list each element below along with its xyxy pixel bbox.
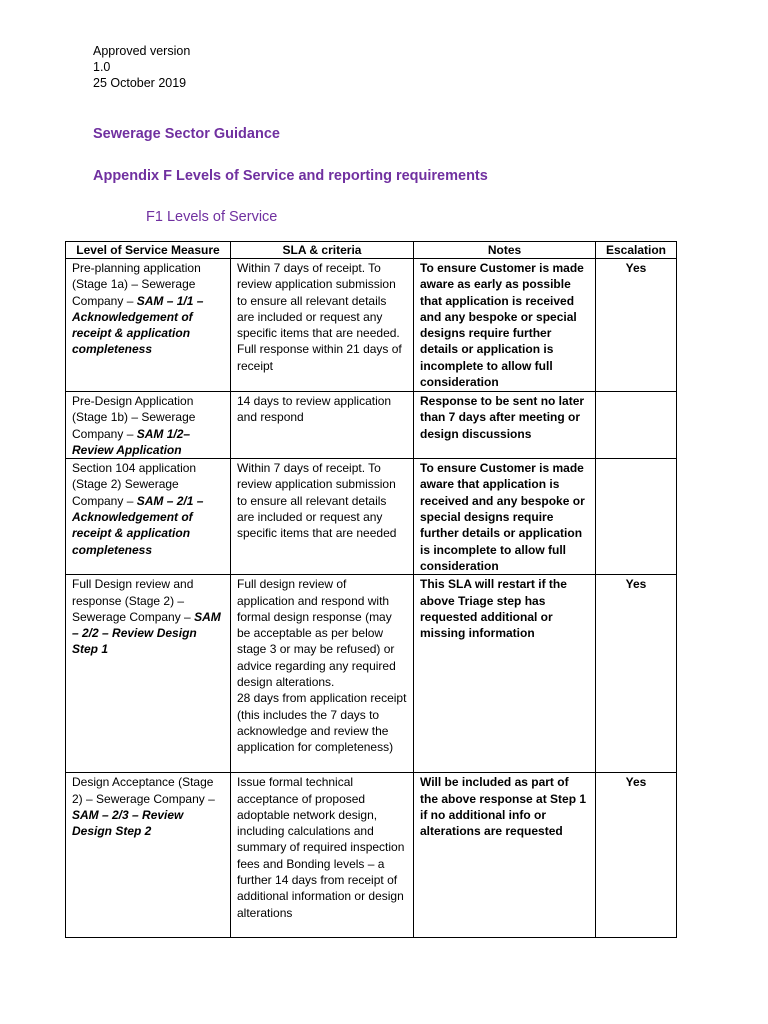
measure-text: Pre-Design Application (Stage 1b) – Sewerage Company –	[72, 394, 196, 441]
sam-code: SAM – 2/3 – Review Design Step 2	[72, 807, 184, 839]
sam-code: SAM – 2/2 – Review Design Step 1	[72, 609, 221, 657]
version-number: 1.0	[93, 60, 111, 74]
measure-text: Full Design review and response (Stage 2) – Sewerage Company –	[72, 577, 195, 624]
sam-code: SAM – 2/1 – Acknowledgement of receipt & application completeness	[72, 493, 204, 557]
document-date: 25 October 2019	[93, 76, 187, 90]
appendix-title: Appendix F Levels of Service and reporting requirements	[93, 168, 488, 184]
column-header-measure: Level of Service Measure	[66, 242, 231, 259]
sam-code: SAM – 1/1 – Acknowledgement of receipt & application completeness	[72, 293, 204, 357]
column-header-sla: SLA & criteria	[231, 242, 414, 259]
measure-text: Section 104 application (Stage 2) Sewerage Company –	[72, 461, 197, 508]
column-header-notes: Notes	[414, 242, 596, 259]
section-title: F1 Levels of Service	[146, 209, 278, 225]
measure-text: Pre-planning application (Stage 1a) – Sewerage Company –	[72, 261, 201, 308]
cell-sla: Issue formal technical acceptance of proposed adoptable network design, including calculations and summary of required inspection fees and Bonding levels – a further 14 days from receipt of additional information or design alterations	[231, 773, 414, 938]
cell-sla: Full design review of application and respond with formal design response (may be acceptable as per below stage 3 or may be refused) or advice regarding any required design alterations. 28 days from application receipt (this includes the 7 days to acknowledge and review the application for completeness)	[231, 575, 414, 773]
document-header	[93, 43, 190, 91]
cell-measure	[66, 392, 231, 459]
cell-sla: Within 7 days of receipt. To review application submission to ensure all relevant details are included or request any specific items that are needed. Full response within 21 days of receipt	[231, 259, 414, 392]
cell-sla: Within 7 days of receipt. To review application submission to ensure all relevant details are included or request any specific items that are needed	[231, 459, 414, 575]
cell-measure	[66, 575, 231, 773]
cell-escalation: Yes	[596, 575, 677, 773]
cell-escalation	[596, 459, 677, 575]
table-row	[66, 392, 677, 459]
cell-notes: To ensure Customer is made aware as early as possible that application is received and any bespoke or special designs require further details or application is incomplete to allow full consideration	[414, 259, 596, 392]
cell-notes: Will be included as part of the above response at Step 1 if no additional info or alterations are requested	[414, 773, 596, 938]
sam-code: SAM 1/2– Review Application	[72, 426, 191, 457]
sector-title: Sewerage Sector Guidance	[93, 126, 280, 142]
table-header-row	[66, 242, 677, 259]
cell-measure	[66, 459, 231, 575]
cell-escalation: Yes	[596, 259, 677, 392]
table-row	[66, 575, 677, 773]
cell-sla: 14 days to review application and respond	[231, 392, 414, 459]
cell-measure	[66, 773, 231, 938]
cell-escalation: Yes	[596, 773, 677, 938]
cell-escalation	[596, 392, 677, 459]
levels-of-service-table	[65, 241, 677, 938]
approval-status: Approved version	[93, 44, 191, 58]
measure-text: Design Acceptance (Stage 2) – Sewerage Company –	[72, 775, 215, 806]
column-header-escalation: Escalation	[596, 242, 677, 259]
table-row	[66, 459, 677, 575]
cell-notes: Response to be sent no later than 7 days after meeting or design discussions	[414, 392, 596, 459]
cell-notes: This SLA will restart if the above Triage step has requested additional or missing information	[414, 575, 596, 773]
table-row	[66, 773, 677, 938]
cell-notes: To ensure Customer is made aware that application is received and any bespoke or special designs require further details or application is incomplete to allow full consideration	[414, 459, 596, 575]
cell-measure	[66, 259, 231, 392]
table-row	[66, 259, 677, 392]
